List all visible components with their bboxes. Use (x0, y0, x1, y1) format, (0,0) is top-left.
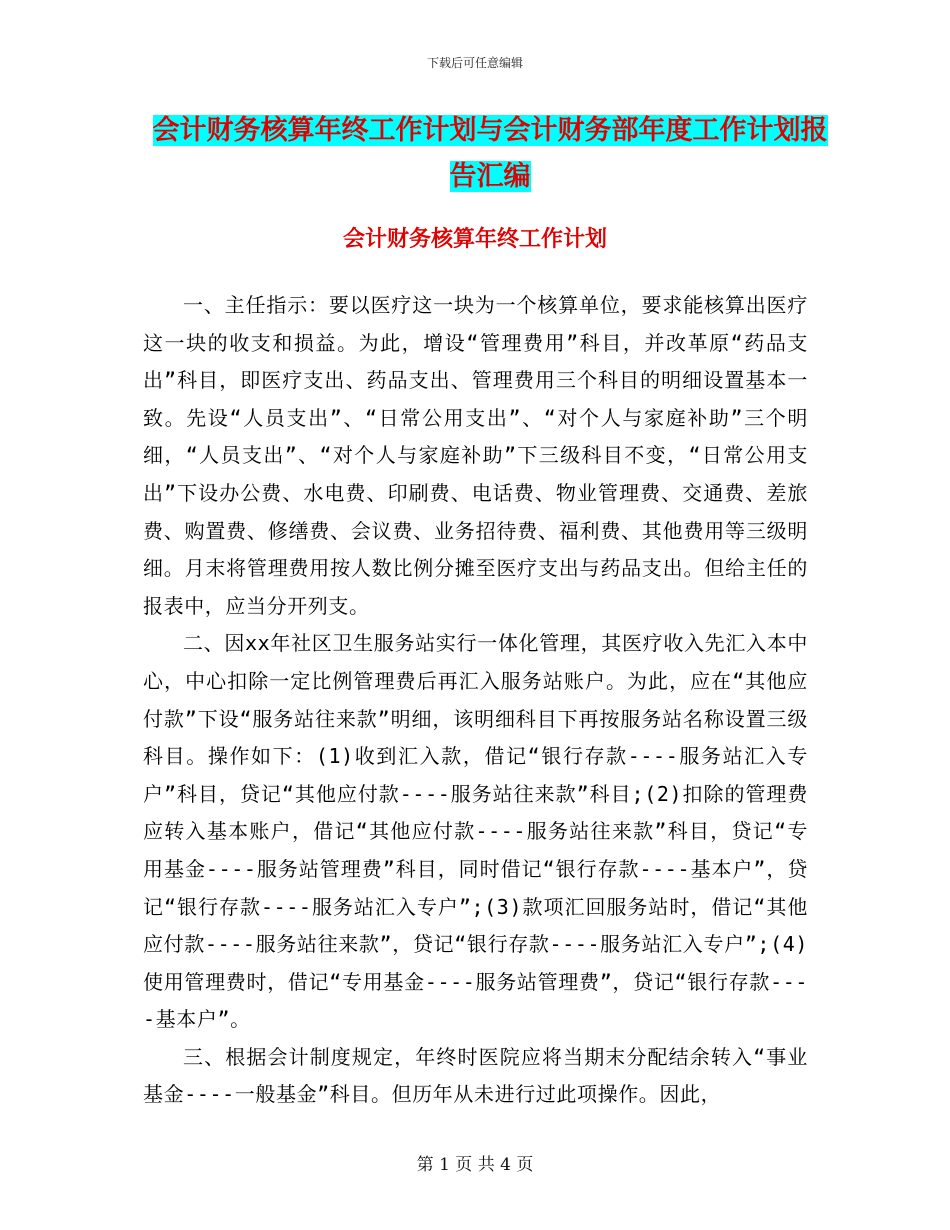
section-title: 会计财务核算年终工作计划 (342, 227, 607, 252)
page-number-footer: 第 1 页 共 4 页 (416, 1155, 534, 1175)
paragraph-2: 二、因xx年社区卫生服务站实行一体化管理，其医疗收入先汇入本中心，中心扣除一定比例管理费后再汇入服务站账户。为此，应在“其他应付款”下设“服务站往来款”明细，该明细科目下再按服务站名称设置三级科目。操作如下：(1)收到汇入款，借记“银行存款----服务站汇入专户”科目，贷记“其他应付款----服务站往来款”科目;(2)扣除的管理费应转入基本账户，借记“其他应付款----服务站往来款”科目，贷记“专用基金----服务站管理费”科目，同时借记“银行存款----基本户”，贷记“银行存款----服务站汇入专户”;(3)款项汇回服务站时，借记“其他应付款----服务站往来款”，贷记“银行存款----服务站汇入专户”;(4)使用管理费时，借记“专用基金----服务站管理费”，贷记“银行存款----基本户”。 (143, 631, 808, 1032)
body-text (143, 287, 808, 1114)
document-title-text: 会计财务核算年终工作计划与会计财务部年度工作计划报告汇编 (152, 115, 828, 192)
paragraph-3: 三、根据会计制度规定，年终时医院应将当期末分配结余转入“事业基金----一般基金”科目。但历年从未进行过此项操作。因此， (143, 1044, 808, 1107)
paragraph-1: 一、主任指示：要以医疗这一块为一个核算单位，要求能核算出医疗这一块的收支和损益。为此，增设“管理费用”科目，并改革原“药品支出”科目，即医疗支出、药品支出、管理费用三个科目的明细设置基本一致。先设“人员支出”、“日常公用支出”、“对个人与家庭补助”三个明细，“人员支出”、“对个人与家庭补助”下三级科目不变，“日常公用支出”下设办公费、水电费、印刷费、电话费、物业管理费、交通费、差旅费、购置费、修缮费、会议费、业务招待费、福利费、其他费用等三级明细。月末将管理费用按人数比例分摊至医疗支出与药品支出。但给主任的报表中，应当分开列支。 (143, 293, 808, 618)
header-note: 下载后可任意编辑 (426, 56, 523, 70)
document-title (140, 108, 840, 200)
